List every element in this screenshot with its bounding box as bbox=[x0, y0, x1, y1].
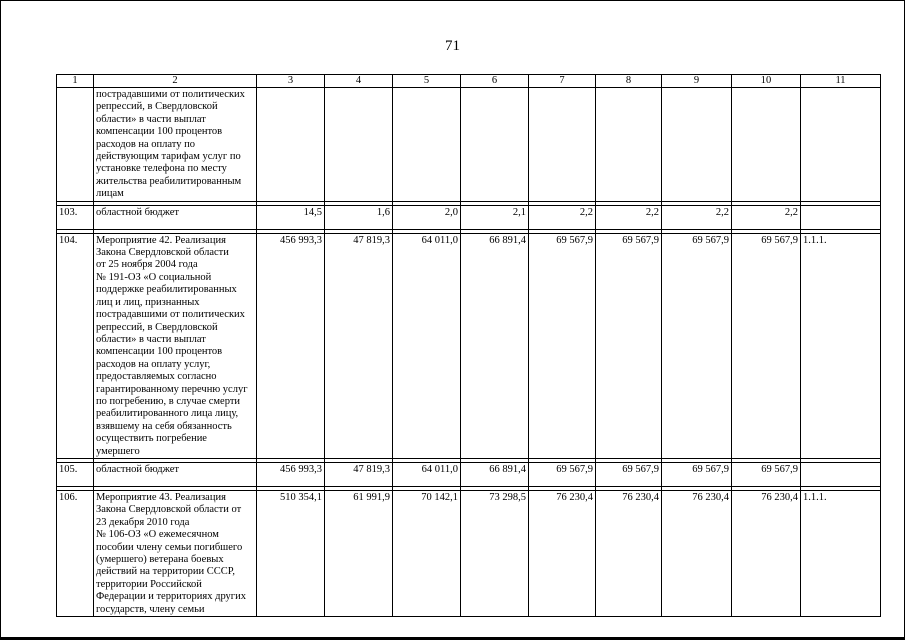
description-line: областной бюджет bbox=[96, 206, 179, 218]
row-description bbox=[94, 462, 257, 486]
value-cell: 66 891,4 bbox=[461, 462, 529, 486]
value-cell: 64 011,0 bbox=[393, 462, 461, 486]
description-line: лиц и лиц, признанных bbox=[96, 296, 200, 308]
column-header: 10 bbox=[732, 75, 801, 88]
column-header: 9 bbox=[662, 75, 732, 88]
table-row bbox=[57, 233, 881, 458]
description-line: (умершего) ветерана боевых bbox=[96, 554, 224, 565]
description-line: Мероприятие 42. Реализация bbox=[96, 234, 226, 246]
row-index bbox=[57, 88, 94, 202]
budget-table bbox=[56, 74, 881, 617]
value-cell bbox=[662, 88, 732, 202]
target-code bbox=[801, 88, 881, 202]
description-line: репрессий, в Свердловской bbox=[96, 321, 218, 333]
value-cell: 76 230,4 bbox=[596, 490, 662, 616]
description-line: 23 декабря 2010 года bbox=[96, 516, 190, 528]
value-cell: 2,2 bbox=[596, 205, 662, 229]
table-header-row bbox=[57, 75, 881, 88]
table-body bbox=[57, 88, 881, 617]
column-header: 4 bbox=[325, 75, 393, 88]
column-header: 3 bbox=[257, 75, 325, 88]
description-line: пострадавшими от политических bbox=[96, 309, 245, 321]
value-cell: 69 567,9 bbox=[596, 233, 662, 458]
value-cell: 69 567,9 bbox=[529, 462, 596, 486]
value-cell: 70 142,1 bbox=[393, 490, 461, 616]
target-code bbox=[801, 205, 881, 229]
description-line: репрессий, в Свердловской bbox=[96, 101, 218, 113]
value-cell: 76 230,4 bbox=[529, 490, 596, 616]
column-header: 8 bbox=[596, 75, 662, 88]
description-line: от 25 ноября 2004 года bbox=[96, 259, 198, 271]
target-code: 1.1.1. bbox=[801, 490, 881, 616]
description-line: области» в части выплат bbox=[96, 333, 206, 345]
description-line: действий на территории СССР, bbox=[96, 566, 235, 578]
value-cell: 510 354,1 bbox=[257, 490, 325, 616]
column-header: 5 bbox=[393, 75, 461, 88]
description-line: компенсации 100 процентов bbox=[96, 126, 223, 138]
description-line: поддержке реабилитированных bbox=[96, 284, 237, 296]
row-index: 105. bbox=[57, 462, 94, 486]
value-cell: 47 819,3 bbox=[325, 233, 393, 458]
table-row bbox=[57, 205, 881, 229]
description-line: расходов на оплату по bbox=[96, 138, 196, 150]
description-line: предоставляемых согласно bbox=[96, 371, 217, 383]
row-index: 103. bbox=[57, 205, 94, 229]
description-line: государств, члену семьи bbox=[96, 603, 205, 615]
description-line: действующим тарифам услуг по bbox=[96, 151, 241, 163]
description-line: компенсации 100 процентов bbox=[96, 346, 223, 358]
target-code: 1.1.1. bbox=[801, 233, 881, 458]
value-cell: 69 567,9 bbox=[732, 462, 801, 486]
value-cell bbox=[529, 88, 596, 202]
value-cell: 66 891,4 bbox=[461, 233, 529, 458]
value-cell: 2,2 bbox=[732, 205, 801, 229]
value-cell bbox=[257, 88, 325, 202]
description-line: территории Российской bbox=[96, 578, 202, 590]
description-line: жительства реабилитированным bbox=[96, 175, 242, 187]
column-header: 2 bbox=[94, 75, 257, 88]
description-line: Мероприятие 43. Реализация bbox=[96, 491, 226, 503]
column-header: 7 bbox=[529, 75, 596, 88]
value-cell: 2,2 bbox=[529, 205, 596, 229]
description-line: лицам bbox=[96, 188, 124, 200]
description-line: реабилитированного лица лицу, bbox=[96, 408, 239, 420]
value-cell: 2,1 bbox=[461, 205, 529, 229]
value-cell bbox=[325, 88, 393, 202]
description-line: № 191-ОЗ «О социальной bbox=[96, 271, 212, 283]
value-cell: 69 567,9 bbox=[732, 233, 801, 458]
table-row bbox=[57, 462, 881, 486]
row-description bbox=[94, 205, 257, 229]
value-cell: 69 567,9 bbox=[529, 233, 596, 458]
description-line: гарантированному перечню услуг bbox=[96, 383, 248, 395]
column-header: 11 bbox=[801, 75, 881, 88]
row-index: 106. bbox=[57, 490, 94, 616]
column-header: 6 bbox=[461, 75, 529, 88]
value-cell: 76 230,4 bbox=[662, 490, 732, 616]
value-cell: 2,0 bbox=[393, 205, 461, 229]
description-line: Закона Свердловской области bbox=[96, 247, 229, 259]
value-cell: 61 991,9 bbox=[325, 490, 393, 616]
description-line: умершего bbox=[96, 445, 140, 457]
value-cell: 47 819,3 bbox=[325, 462, 393, 486]
value-cell: 69 567,9 bbox=[662, 462, 732, 486]
description-line: Закона Свердловской области от bbox=[96, 504, 242, 516]
column-header: 1 bbox=[57, 75, 94, 88]
description-line: пострадавшими от политических bbox=[96, 89, 245, 100]
description-line: по погребению, в случае смерти bbox=[96, 395, 241, 407]
row-index: 104. bbox=[57, 233, 94, 458]
description-line: области» в части выплат bbox=[96, 113, 206, 125]
row-description bbox=[94, 88, 257, 202]
value-cell bbox=[732, 88, 801, 202]
description-line: Федерации и территориях других bbox=[96, 591, 246, 603]
value-cell: 64 011,0 bbox=[393, 233, 461, 458]
description-line: взявшему на себя обязанность bbox=[96, 420, 232, 432]
value-cell: 73 298,5 bbox=[461, 490, 529, 616]
value-cell: 14,5 bbox=[257, 205, 325, 229]
value-cell bbox=[393, 88, 461, 202]
description-line: № 106-ОЗ «О ежемесячном bbox=[96, 529, 219, 541]
description-line: установке телефона по месту bbox=[96, 163, 227, 175]
target-code bbox=[801, 462, 881, 486]
description-line: пособии члену семьи погибшего bbox=[96, 541, 243, 553]
page-number: 71 bbox=[445, 38, 460, 54]
description-line: осуществить погребение bbox=[96, 433, 207, 445]
description-line: областной бюджет bbox=[96, 463, 179, 475]
table-row bbox=[57, 88, 881, 202]
value-cell: 1,6 bbox=[325, 205, 393, 229]
value-cell bbox=[461, 88, 529, 202]
value-cell: 456 993,3 bbox=[257, 462, 325, 486]
value-cell: 76 230,4 bbox=[732, 490, 801, 616]
value-cell: 69 567,9 bbox=[596, 462, 662, 486]
value-cell: 69 567,9 bbox=[662, 233, 732, 458]
value-cell bbox=[596, 88, 662, 202]
table-row bbox=[57, 490, 881, 616]
value-cell: 456 993,3 bbox=[257, 233, 325, 458]
row-description bbox=[94, 490, 257, 616]
row-description bbox=[94, 233, 257, 458]
description-line: расходов на оплату услуг, bbox=[96, 358, 211, 370]
value-cell: 2,2 bbox=[662, 205, 732, 229]
